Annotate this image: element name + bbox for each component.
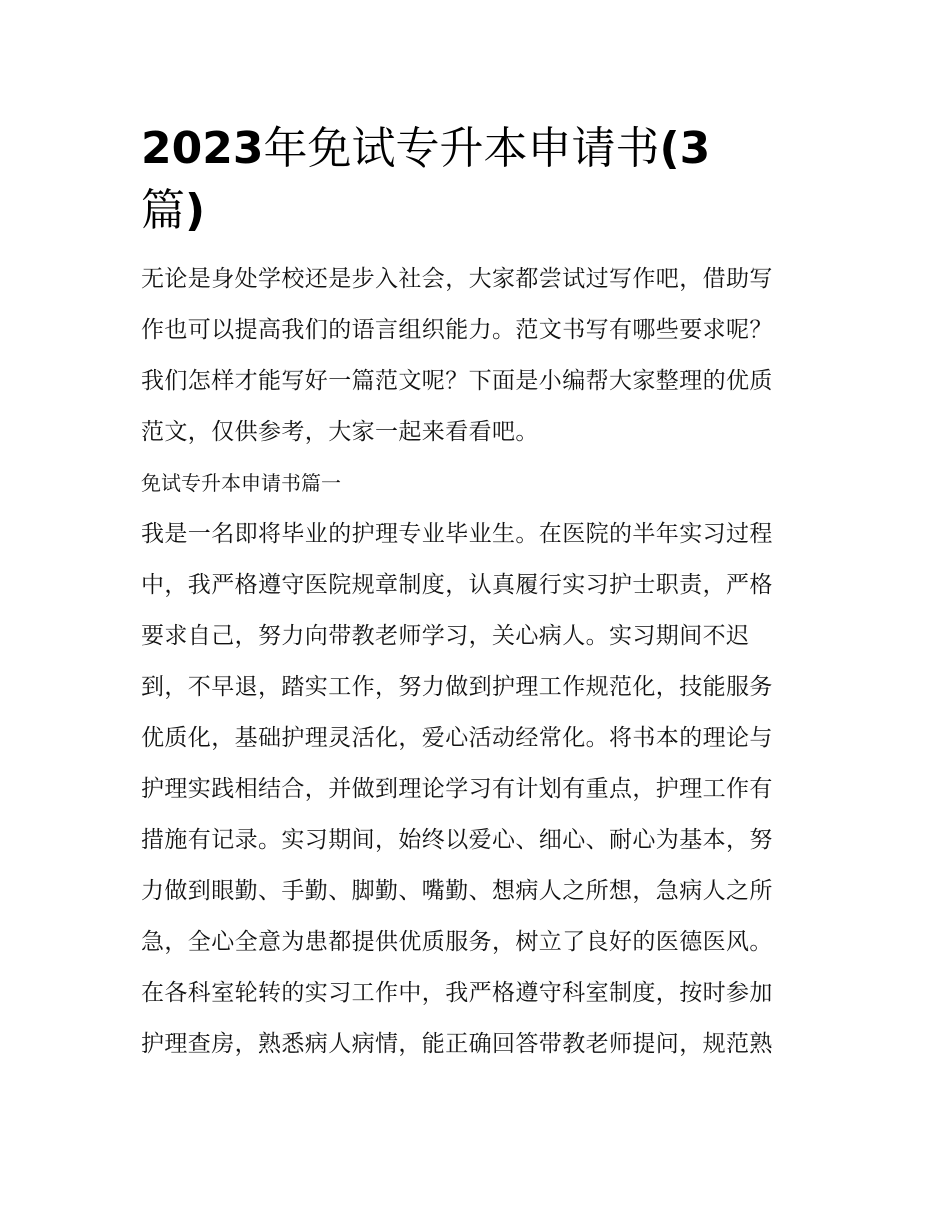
body-line: 优质化，基础护理灵活化，爱心活动经常化。将书本的理论与 bbox=[141, 725, 773, 751]
body-line: 急，全心全意为患都提供优质服务，树立了良好的医德医风。 bbox=[141, 929, 773, 955]
intro-line: 作也可以提高我们的语言组织能力。范文书写有哪些要求呢？ bbox=[141, 317, 773, 343]
body-line: 护理实践相结合，并做到理论学习有计划有重点，护理工作有 bbox=[141, 776, 773, 802]
title-count-open: (3 bbox=[659, 123, 711, 174]
body-line: 我是一名即将毕业的护理专业毕业生。在医院的半年实习过程 bbox=[141, 521, 773, 547]
title-count-close: ) bbox=[185, 185, 206, 236]
body-line: 护理查房，熟悉病人病情，能正确回答带教老师提问，规范熟 bbox=[141, 1031, 773, 1057]
body-line: 到，不早退，踏实工作，努力做到护理工作规范化，技能服务 bbox=[141, 674, 773, 700]
document-title bbox=[141, 118, 781, 242]
intro-line: 无论是身处学校还是步入社会，大家都尝试过写作吧，借助写 bbox=[141, 266, 773, 292]
body-line: 力做到眼勤、手勤、脚勤、嘴勤、想病人之所想，急病人之所 bbox=[141, 878, 773, 904]
body-line: 要求自己，努力向带教老师学习，关心病人。实习期间不迟 bbox=[141, 623, 750, 649]
section-heading: 免试专升本申请书篇一 bbox=[141, 471, 341, 495]
body-line: 在各科室轮转的实习工作中，我严格遵守科室制度，按时参加 bbox=[141, 980, 773, 1006]
title-year: 2023 bbox=[141, 123, 264, 174]
intro-paragraph bbox=[141, 254, 813, 458]
title-count-unit: 篇 bbox=[141, 185, 185, 236]
document-page bbox=[141, 118, 813, 1070]
title-text: 年免试专升本申请书 bbox=[263, 123, 660, 174]
document-body bbox=[141, 254, 813, 1070]
intro-line: 范文，仅供参考，大家一起来看看吧。 bbox=[141, 419, 539, 445]
intro-line: 我们怎样才能写好一篇范文呢？下面是小编帮大家整理的优质 bbox=[141, 368, 773, 394]
body-line: 中，我严格遵守医院规章制度，认真履行实习护士职责，严格 bbox=[141, 572, 773, 598]
body-line: 措施有记录。实习期间，始终以爱心、细心、耐心为基本，努 bbox=[141, 827, 773, 853]
body-paragraph bbox=[141, 509, 813, 1070]
